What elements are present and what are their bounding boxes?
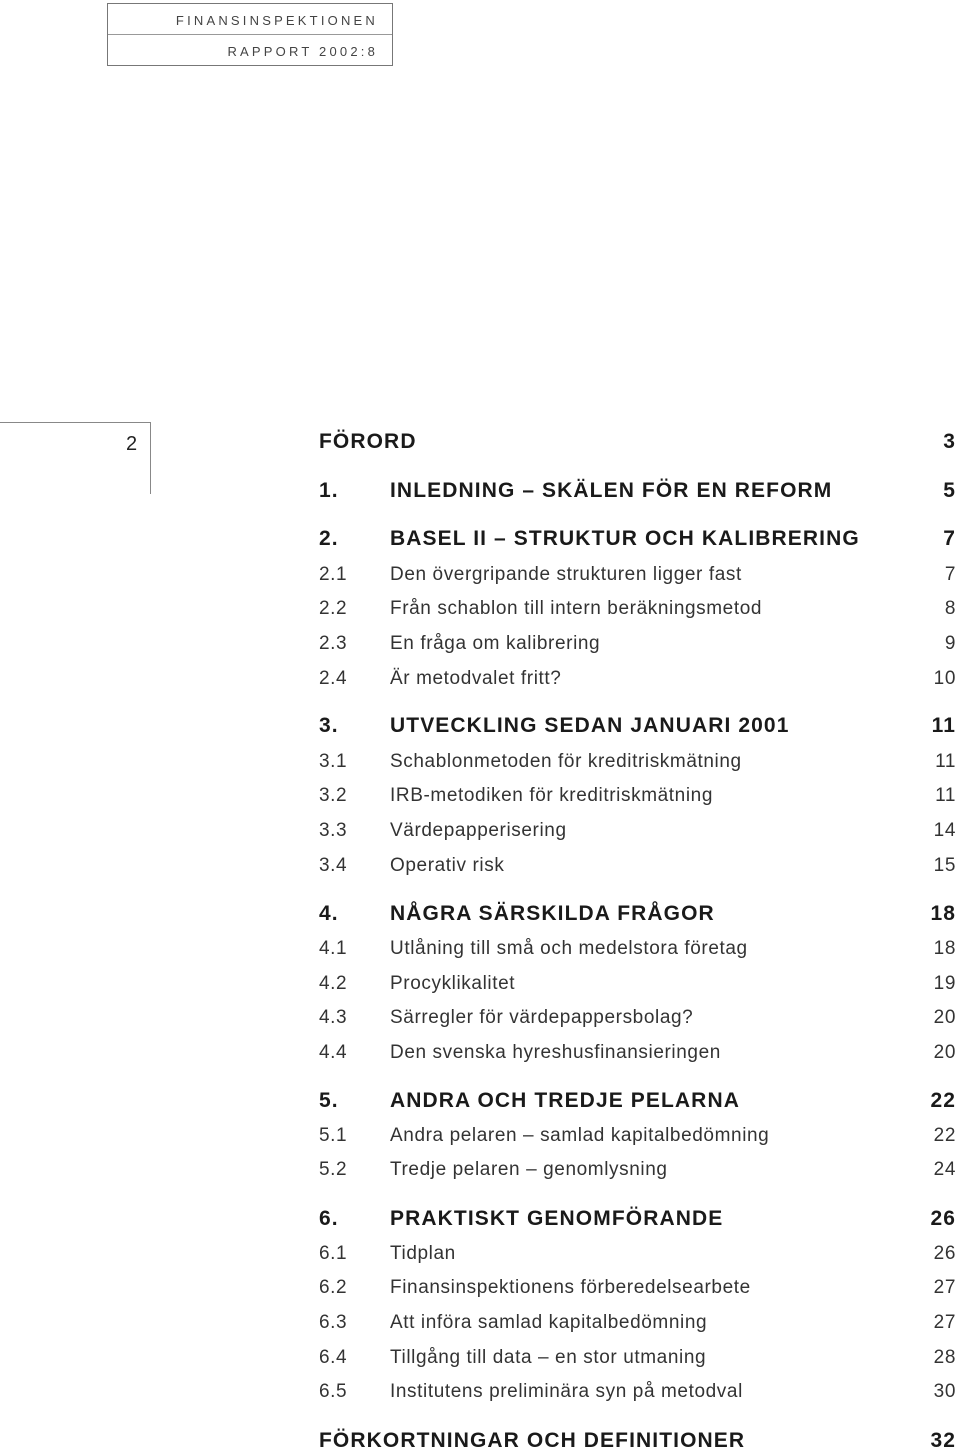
toc-entry-number: 2.1 xyxy=(319,564,348,585)
toc-entry-page: 9 xyxy=(944,633,956,654)
toc-entry-title: ANDRA OCH TREDJE PELARNA xyxy=(390,1089,740,1112)
toc-entry-title: Den svenska hyreshusfinansieringen xyxy=(390,1042,721,1063)
toc-entry-number: 4.1 xyxy=(319,938,348,959)
toc-entry-title: FÖRKORTNINGAR OCH DEFINITIONER xyxy=(319,1429,746,1452)
toc-section-entry xyxy=(0,1121,960,1151)
toc-entry-title: Värdepapperisering xyxy=(390,820,567,841)
toc-entry-page: 5 xyxy=(943,479,956,502)
toc-section-entry xyxy=(0,816,960,846)
toc-entry-number: 6.2 xyxy=(319,1277,348,1298)
toc-chapter-entry xyxy=(0,1086,960,1116)
toc-entry-title: BASEL II – STRUKTUR OCH KALIBRERING xyxy=(390,527,860,550)
toc-entry-title: IRB-metodiken för kreditriskmätning xyxy=(390,785,713,806)
toc-entry-number: 3.4 xyxy=(319,855,348,876)
toc-section-entry xyxy=(0,934,960,964)
toc-entry-page: 27 xyxy=(933,1277,956,1298)
toc-entry-page: 10 xyxy=(933,668,956,689)
toc-section-entry xyxy=(0,781,960,811)
toc-entry-page: 19 xyxy=(933,973,956,994)
toc-entry-page: 11 xyxy=(935,751,956,772)
toc-section-entry xyxy=(0,1239,960,1269)
toc-section-entry xyxy=(0,1003,960,1033)
toc-section-entry xyxy=(0,1308,960,1338)
toc-entry-page: 3 xyxy=(943,430,956,453)
toc-entry-title: Finansinspektionens förberedelsearbete xyxy=(390,1277,751,1298)
toc-chapter-entry xyxy=(0,711,960,741)
toc-entry-title: NÅGRA SÄRSKILDA FRÅGOR xyxy=(390,902,715,925)
publisher-name: FINANSINSPEKTIONEN xyxy=(175,13,378,28)
toc-entry-number: 5.2 xyxy=(319,1159,348,1180)
toc-entry-number: 2. xyxy=(319,527,339,550)
toc-entry-page: 11 xyxy=(931,714,956,737)
toc-entry-page: 26 xyxy=(933,1243,956,1264)
toc-entry-number: 3.2 xyxy=(319,785,348,806)
toc-chapter-entry xyxy=(0,524,960,554)
toc-entry-page: 14 xyxy=(933,820,956,841)
toc-entry-title: Tillgång till data – en stor utmaning xyxy=(390,1347,707,1368)
toc-chapter-entry xyxy=(0,476,960,506)
toc-entry-number: 3. xyxy=(319,714,339,737)
toc-entry-page: 22 xyxy=(930,1089,956,1112)
toc-section-entry xyxy=(0,1155,960,1185)
toc-chapter-entry xyxy=(0,427,960,457)
toc-entry-title: Tredje pelaren – genomlysning xyxy=(390,1159,668,1180)
toc-section-entry xyxy=(0,1343,960,1373)
toc-entry-title: Att införa samlad kapitalbedömning xyxy=(390,1312,708,1333)
toc-entry-page: 26 xyxy=(930,1207,956,1230)
toc-entry-title: Andra pelaren – samlad kapitalbedömning xyxy=(390,1125,770,1146)
toc-entry-number: 6.4 xyxy=(319,1347,348,1368)
toc-section-entry xyxy=(0,664,960,694)
toc-entry-title: INLEDNING – SKÄLEN FÖR EN REFORM xyxy=(390,479,833,502)
toc-entry-number: 2.4 xyxy=(319,668,348,689)
toc-entry-title: Särregler för värdepappersbolag? xyxy=(390,1007,694,1028)
toc-entry-number: 6.1 xyxy=(319,1243,348,1264)
toc-chapter-entry xyxy=(0,1204,960,1234)
toc-section-entry xyxy=(0,1377,960,1407)
toc-chapter-entry xyxy=(0,1426,960,1456)
toc-entry-page: 18 xyxy=(930,902,956,925)
report-number: RAPPORT 2002:8 xyxy=(227,44,378,59)
toc-section-entry xyxy=(0,629,960,659)
toc-entry-title: UTVECKLING SEDAN JANUARI 2001 xyxy=(390,714,790,737)
toc-entry-page: 30 xyxy=(933,1381,956,1402)
toc-entry-number: 6.5 xyxy=(319,1381,348,1402)
toc-entry-title: Schablonmetoden för kreditriskmätning xyxy=(390,751,742,772)
toc-entry-title: Utlåning till små och medelstora företag xyxy=(390,938,748,959)
toc-entry-number: 6.3 xyxy=(319,1312,348,1333)
toc-entry-number: 4. xyxy=(319,902,339,925)
toc-entry-title: Operativ risk xyxy=(390,855,505,876)
toc-entry-number: 2.2 xyxy=(319,598,348,619)
toc-entry-page: 15 xyxy=(933,855,956,876)
toc-section-entry xyxy=(0,1273,960,1303)
toc-entry-page: 7 xyxy=(944,564,956,585)
toc-section-entry xyxy=(0,1038,960,1068)
toc-entry-number: 3.1 xyxy=(319,751,348,772)
toc-entry-page: 28 xyxy=(933,1347,956,1368)
toc-section-entry xyxy=(0,747,960,777)
toc-entry-title: En fråga om kalibrering xyxy=(390,633,601,654)
toc-entry-title: PRAKTISKT GENOMFÖRANDE xyxy=(390,1207,724,1230)
toc-entry-title: Tidplan xyxy=(390,1243,456,1264)
toc-entry-page: 27 xyxy=(933,1312,956,1333)
toc-entry-title: Procyklikalitet xyxy=(390,973,516,994)
report-header-box xyxy=(107,3,393,66)
toc-entry-number: 2.3 xyxy=(319,633,348,654)
toc-section-entry xyxy=(0,594,960,624)
toc-section-entry xyxy=(0,969,960,999)
toc-entry-number: 3.3 xyxy=(319,820,348,841)
toc-entry-page: 32 xyxy=(930,1429,956,1452)
toc-entry-number: 5.1 xyxy=(319,1125,348,1146)
toc-entry-page: 11 xyxy=(935,785,956,806)
toc-entry-number: 1. xyxy=(319,479,339,502)
toc-entry-page: 24 xyxy=(933,1159,956,1180)
toc-entry-title: Från schablon till intern beräkningsmetod xyxy=(390,598,763,619)
toc-entry-number: 6. xyxy=(319,1207,339,1230)
header-divider xyxy=(108,34,392,35)
toc-entry-page: 20 xyxy=(933,1042,956,1063)
toc-chapter-entry xyxy=(0,899,960,929)
toc-entry-page: 18 xyxy=(933,938,956,959)
toc-entry-number: 5. xyxy=(319,1089,339,1112)
page-number: 2 xyxy=(126,433,138,455)
toc-entry-page: 22 xyxy=(933,1125,956,1146)
toc-entry-number: 4.2 xyxy=(319,973,348,994)
toc-entry-title: Är metodvalet fritt? xyxy=(390,668,562,689)
toc-entry-page: 8 xyxy=(944,598,956,619)
toc-entry-number: 4.4 xyxy=(319,1042,348,1063)
margin-rule-horizontal xyxy=(0,422,151,423)
toc-section-entry xyxy=(0,560,960,590)
toc-entry-page: 7 xyxy=(943,527,956,550)
toc-entry-number: 4.3 xyxy=(319,1007,348,1028)
toc-entry-title: FÖRORD xyxy=(319,430,417,453)
toc-entry-title: Den övergripande strukturen ligger fast xyxy=(390,564,742,585)
toc-entry-title: Institutens preliminära syn på metodval xyxy=(390,1381,743,1402)
toc-section-entry xyxy=(0,851,960,881)
toc-entry-page: 20 xyxy=(933,1007,956,1028)
